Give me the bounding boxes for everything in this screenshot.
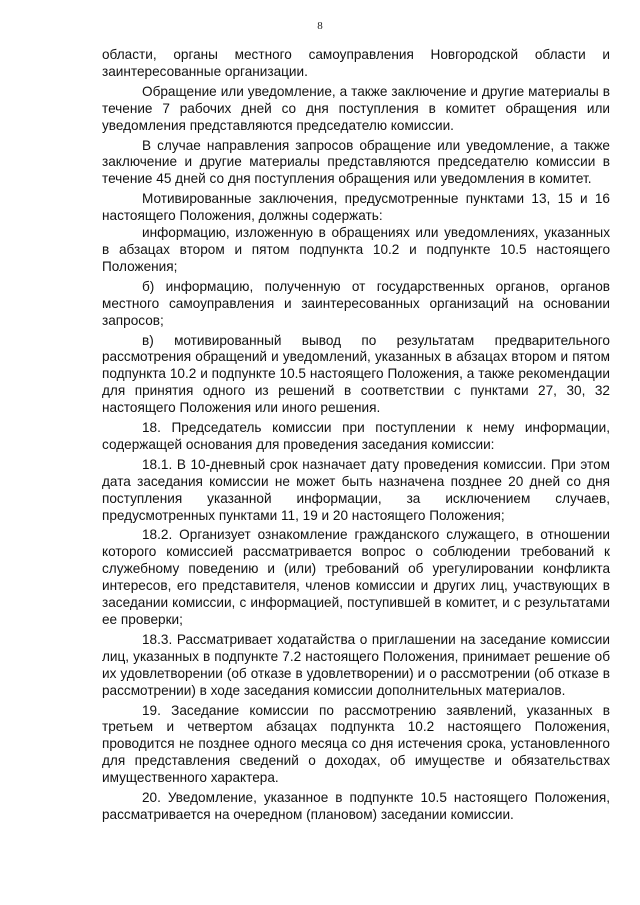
- clause-20: 20. Уведомление, указанное в подпункте 10.5 настоящего Положения, рассматривается на очередном (плановом) заседании комиссии.: [102, 790, 610, 822]
- paragraph-submission-7-days: Обращение или уведомление, а также заключение и другие материалы в течение 7 рабочих дней со дня поступления в комитет обращения или уведомления представляются председателю комиссии.: [102, 83, 610, 133]
- list-item-a: информацию, изложенную в обращениях или уведомлениях, указанных в абзацах втором и пятом подпункта 10.2 и подпункте 10.5 настоящего Положения;: [102, 225, 610, 274]
- clause-18-2: 18.2. Организует ознакомление гражданского служащего, в отношении которого комиссией рассматривается вопрос о соблюдении требований к служебному поведению и (или) требований об урегулировании конфликта интересов, его представителя, членов комиссии и других лиц, участвующих в заседании комиссии, с информацией, поступившей в комитет, и с результатами ее проверки;: [102, 527, 610, 627]
- page-number: 8: [317, 20, 323, 32]
- list-item-b: б) информацию, полученную от государственных органов, органов местного самоуправления и заинтересованных организаций на основании запросов;: [102, 278, 610, 328]
- clause-18: 18. Председатель комиссии при поступлении к нему информации, содержащей основания для проведения заседания комиссии:: [102, 420, 610, 452]
- clause-18-1: 18.1. В 10-дневный срок назначает дату проведения комиссии. При этом дата заседания комиссии не может быть назначена позднее 20 дней со дня поступления указанной информации, за исключением случаев, предусмотренных пунктами 11, 19 и 20 настоящего Положения;: [102, 456, 610, 523]
- document-body: [102, 47, 610, 824]
- paragraph-continuation: области, органы местного самоуправления Новгородской области и заинтересованные организации.: [102, 47, 610, 79]
- clause-18-3: 18.3. Рассматривает ходатайства о приглашении на заседание комиссии лиц, указанных в подпункте 7.2 настоящего Положения, принимает решение об их удовлетворении (об отказе в удовлетворении) и о рассмотрении (об отказе в рассмотрении) в ходе заседания комиссии дополнительных материалов.: [102, 631, 610, 698]
- paragraph-requests-45-days: В случае направления запросов обращение или уведомление, а также заключение и другие материалы представляются председателю комиссии в течение 45 дней со дня поступления обращения или уведомления в комитет.: [102, 137, 610, 187]
- paragraph-conclusions-contents: Мотивированные заключения, предусмотренные пунктами 13, 15 и 16 настоящего Положения, должны содержать:: [102, 191, 610, 224]
- list-item-c: в) мотивированный вывод по результатам предварительного рассмотрения обращений и уведомлений, указанных в абзацах втором и пятом подпункта 10.2 и подпункте 10.5 настоящего Положения, а также рекомендации для принятия одного из решений в соответствии с пунктами 27, 30, 32 настоящего Положения или иного решения.: [102, 332, 610, 416]
- clause-19: 19. Заседание комиссии по рассмотрению заявлений, указанных в третьем и четвертом абзацах подпункта 10.2 настоящего Положения, проводится не позднее одного месяца со дня истечения срока, установленного для представления сведений о доходах, об имуществе и обязательствах имущественного характера.: [102, 702, 610, 786]
